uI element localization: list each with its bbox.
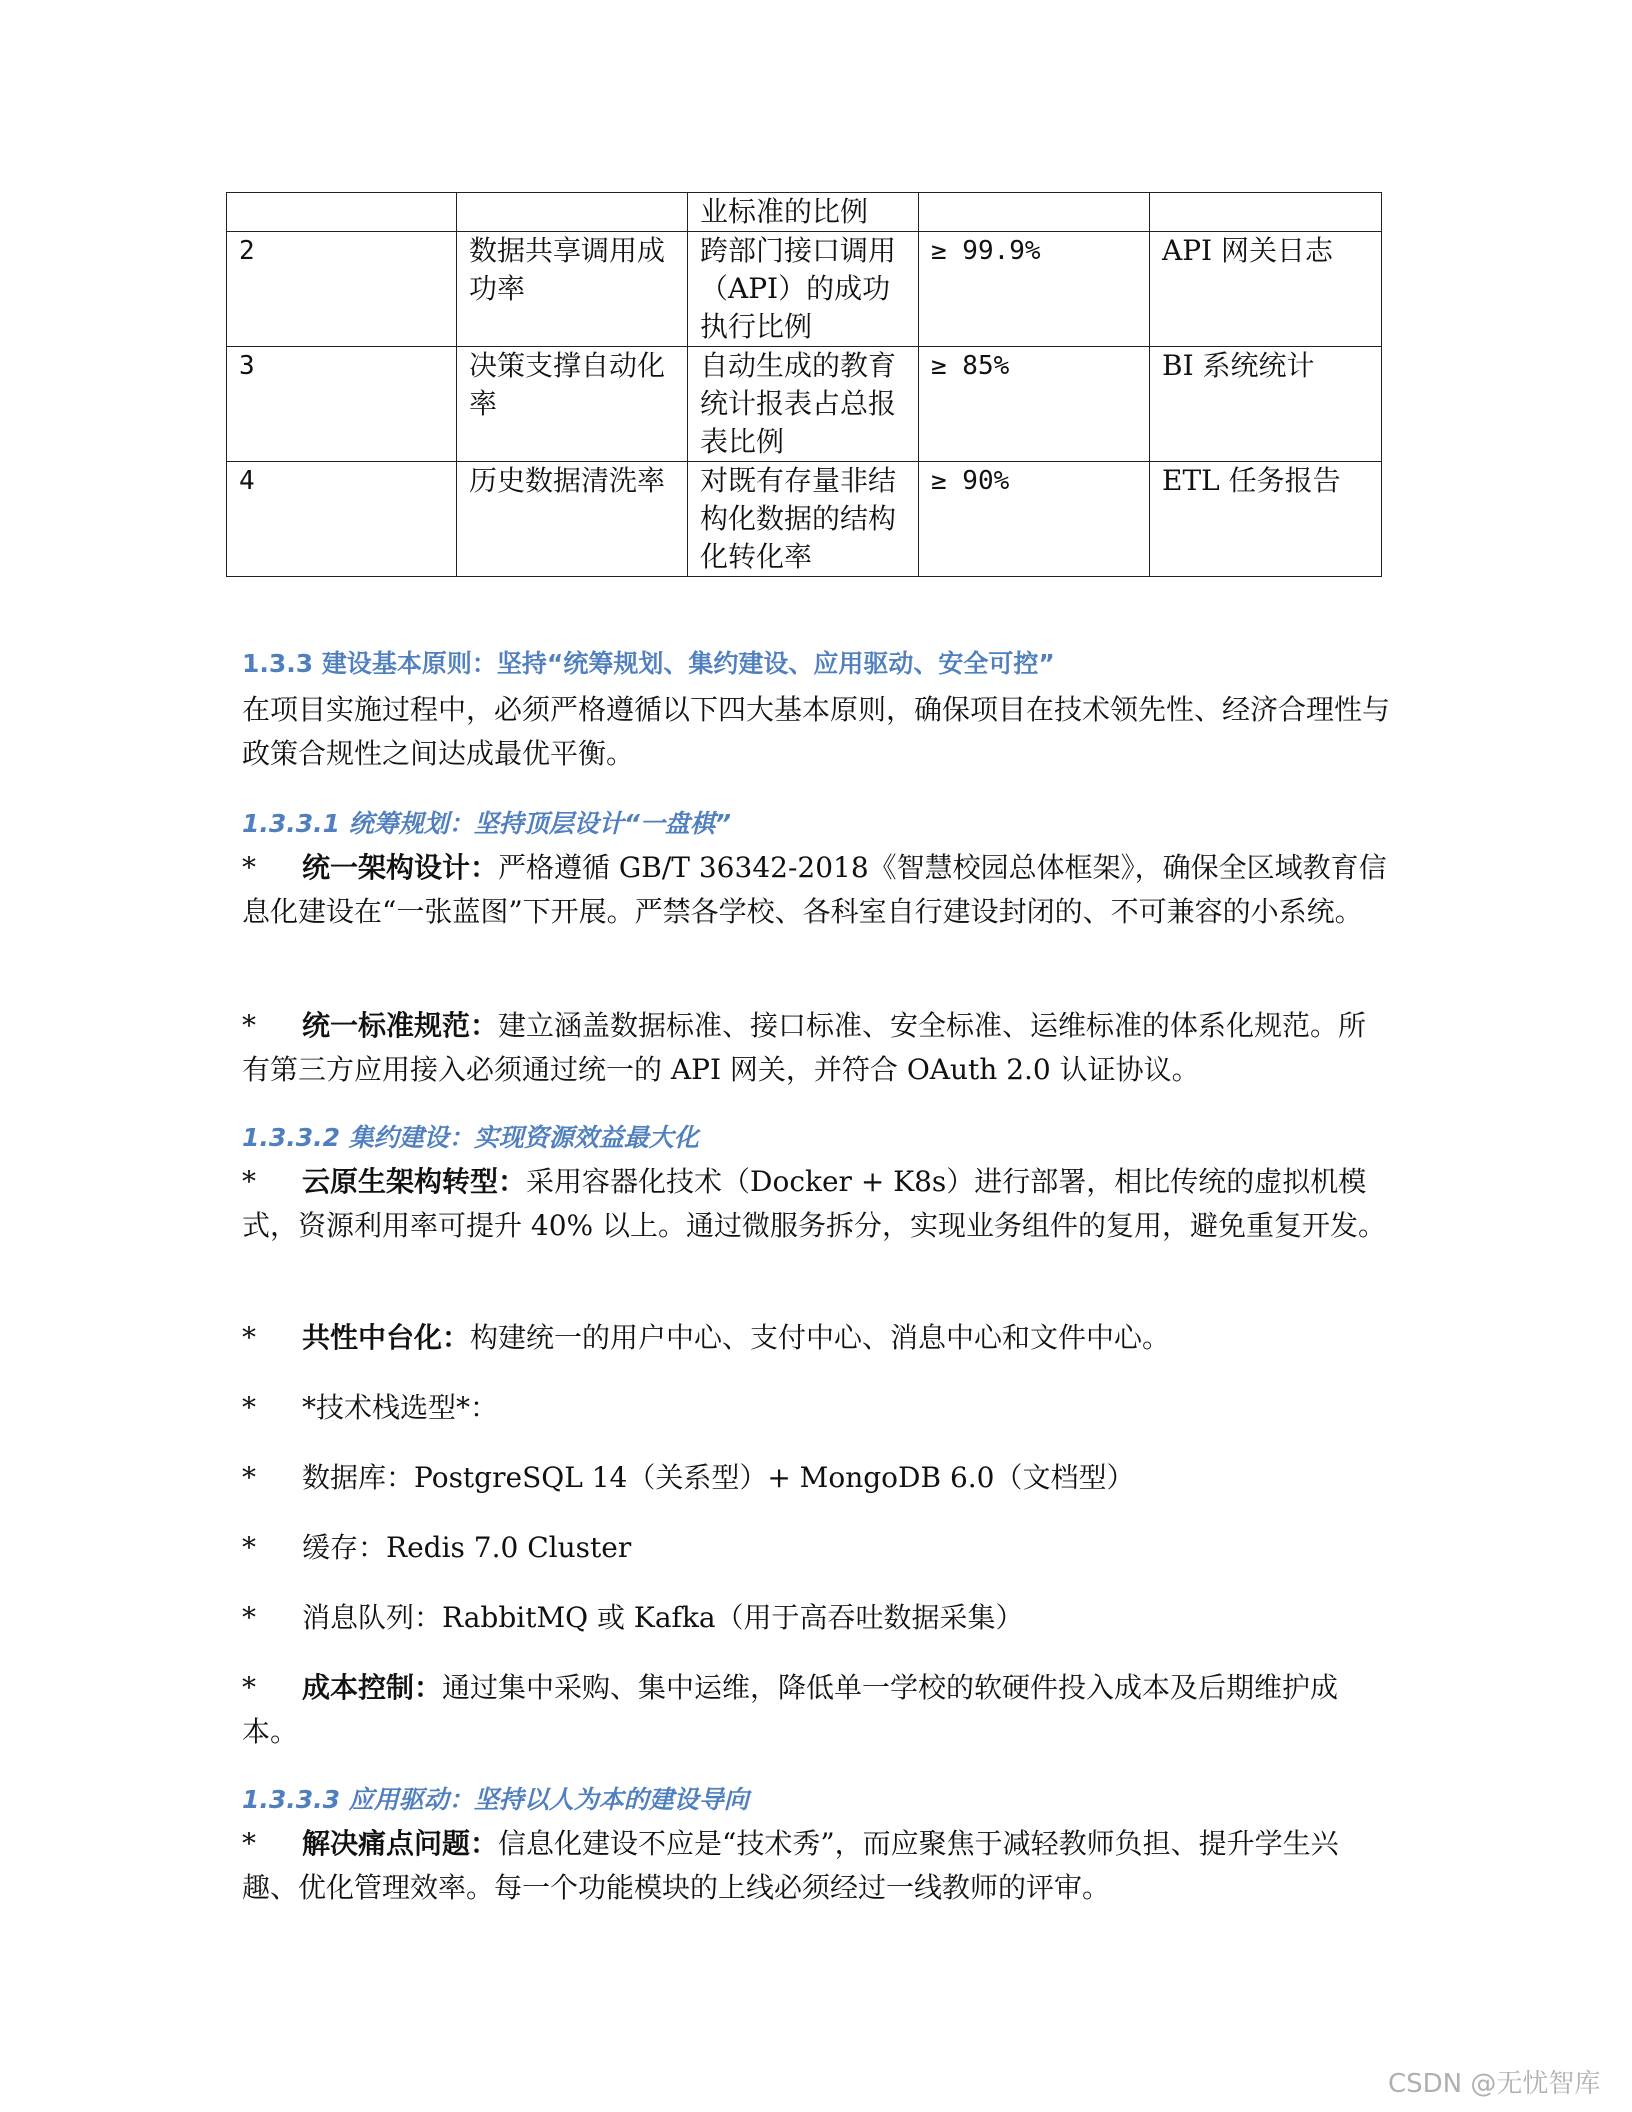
list-item-text	[242, 846, 1392, 934]
table-cell-definition: 跨部门接口调用（API）的成功执行比例	[688, 232, 919, 347]
bullet-marker: *	[242, 1601, 256, 1634]
table-cell-target: ≥ 90%	[919, 462, 1150, 577]
bullet-body: 消息队列：RabbitMQ 或 Kafka（用于高吞吐数据采集）	[302, 1601, 1024, 1634]
bullet-marker: *	[242, 1671, 256, 1704]
table-row	[227, 193, 1382, 232]
table-cell	[227, 193, 457, 232]
table-cell-name: 数据共享调用成功率	[457, 232, 688, 347]
section-heading-1-3-3-1: 1.3.3.1 统筹规划：坚持顶层设计“一盘棋”	[242, 809, 731, 838]
bullet-body: 缓存：Redis 7.0 Cluster	[302, 1531, 632, 1564]
table-cell-source: BI 系统统计	[1150, 347, 1382, 462]
table-cell	[457, 193, 688, 232]
table-row	[227, 462, 1382, 577]
table-cell-definition: 对既有存量非结构化数据的结构化转化率	[688, 462, 919, 577]
table-cell-no: 3	[227, 347, 457, 462]
list-item-text	[242, 1596, 1392, 1640]
table-cell-definition: 自动生成的教育统计报表占总报表比例	[688, 347, 919, 462]
table-cell-target: ≥ 85%	[919, 347, 1150, 462]
watermark: CSDN @无忧智库	[1388, 2069, 1601, 2099]
list-item-text	[242, 1666, 1392, 1754]
bullet-title: 统一架构设计：	[302, 851, 499, 884]
table-cell-no: 4	[227, 462, 457, 577]
bullet-marker: *	[242, 1165, 256, 1198]
bullet-body: 严格遵循 GB/T 36342-2018《智慧校园总体框架》，确保全区域教育信息化建设在“一张蓝图”下开展。严禁各学校、各科室自行建设封闭的、不可兼容的小系统。	[242, 851, 1387, 928]
list-item-text	[242, 1386, 1392, 1430]
list-item-text	[242, 1316, 1392, 1360]
bullet-marker: *	[242, 1461, 256, 1494]
bullet-marker: *	[242, 851, 256, 884]
list-item-text	[242, 1456, 1392, 1500]
list-item-text	[242, 1526, 1392, 1570]
section-heading-1-3-3-2: 1.3.3.2 集约建设：实现资源效益最大化	[242, 1123, 699, 1152]
bullet-title: 云原生架构转型：	[302, 1165, 527, 1198]
table-cell-name: 历史数据清洗率	[457, 462, 688, 577]
bullet-marker: *	[242, 1321, 256, 1354]
bullet-title: 解决痛点问题：	[302, 1827, 499, 1860]
section-intro: 在项目实施过程中，必须严格遵循以下四大基本原则，确保项目在技术领先性、经济合理性与政策合规性之间达成最优平衡。	[242, 693, 1391, 770]
section-heading-1-3-3-3: 1.3.3.3 应用驱动：坚持以人为本的建设导向	[242, 1785, 749, 1814]
table-cell	[919, 193, 1150, 232]
bullet-title: 共性中台化：	[302, 1321, 471, 1354]
bullet-body: 构建统一的用户中心、支付中心、消息中心和文件中心。	[470, 1321, 1171, 1354]
table-row	[227, 232, 1382, 347]
list-item-text	[242, 1160, 1392, 1248]
bullet-title: 统一标准规范：	[302, 1009, 499, 1042]
bullet-body: 通过集中采购、集中运维，降低单一学校的软硬件投入成本及后期维护成本。	[242, 1671, 1339, 1748]
list-item-text	[242, 1004, 1392, 1092]
section-heading-1-3-3: 1.3.3 建设基本原则：坚持“统筹规划、集约建设、应用驱动、安全可控”	[242, 649, 1055, 678]
table-cell: 业标准的比例	[688, 193, 919, 232]
bullet-marker: *	[242, 1827, 256, 1860]
list-item-text	[242, 1822, 1392, 1910]
kpi-table	[226, 192, 1382, 577]
bullet-body: 信息化建设不应是“技术秀”，而应聚焦于减轻教师负担、提升学生兴趣、优化管理效率。每一个功能模块的上线必须经过一线教师的评审。	[242, 1827, 1339, 1904]
bullet-title: 成本控制：	[302, 1671, 443, 1704]
bullet-marker: *	[242, 1009, 256, 1042]
bullet-body: 建立涵盖数据标准、接口标准、安全标准、运维标准的体系化规范。所有第三方应用接入必须通过统一的 API 网关，并符合 OAuth 2.0 认证协议。	[242, 1009, 1367, 1086]
table-cell-name: 决策支撑自动化率	[457, 347, 688, 462]
bullet-body: 采用容器化技术（Docker + K8s）进行部署，相比传统的虚拟机模式，资源利用率可提升 40% 以上。通过微服务拆分，实现业务组件的复用，避免重复开发。	[242, 1165, 1387, 1242]
bullet-body: 数据库：PostgreSQL 14（关系型）+ MongoDB 6.0（文档型）	[302, 1461, 1135, 1494]
table-cell-target: ≥ 99.9%	[919, 232, 1150, 347]
table-cell	[1150, 193, 1382, 232]
bullet-marker: *	[242, 1391, 256, 1424]
table-cell-source: API 网关日志	[1150, 232, 1382, 347]
table-cell-no: 2	[227, 232, 457, 347]
table-row	[227, 347, 1382, 462]
table-cell-source: ETL 任务报告	[1150, 462, 1382, 577]
bullet-marker: *	[242, 1531, 256, 1564]
bullet-body: *技术栈选型*：	[302, 1391, 499, 1424]
